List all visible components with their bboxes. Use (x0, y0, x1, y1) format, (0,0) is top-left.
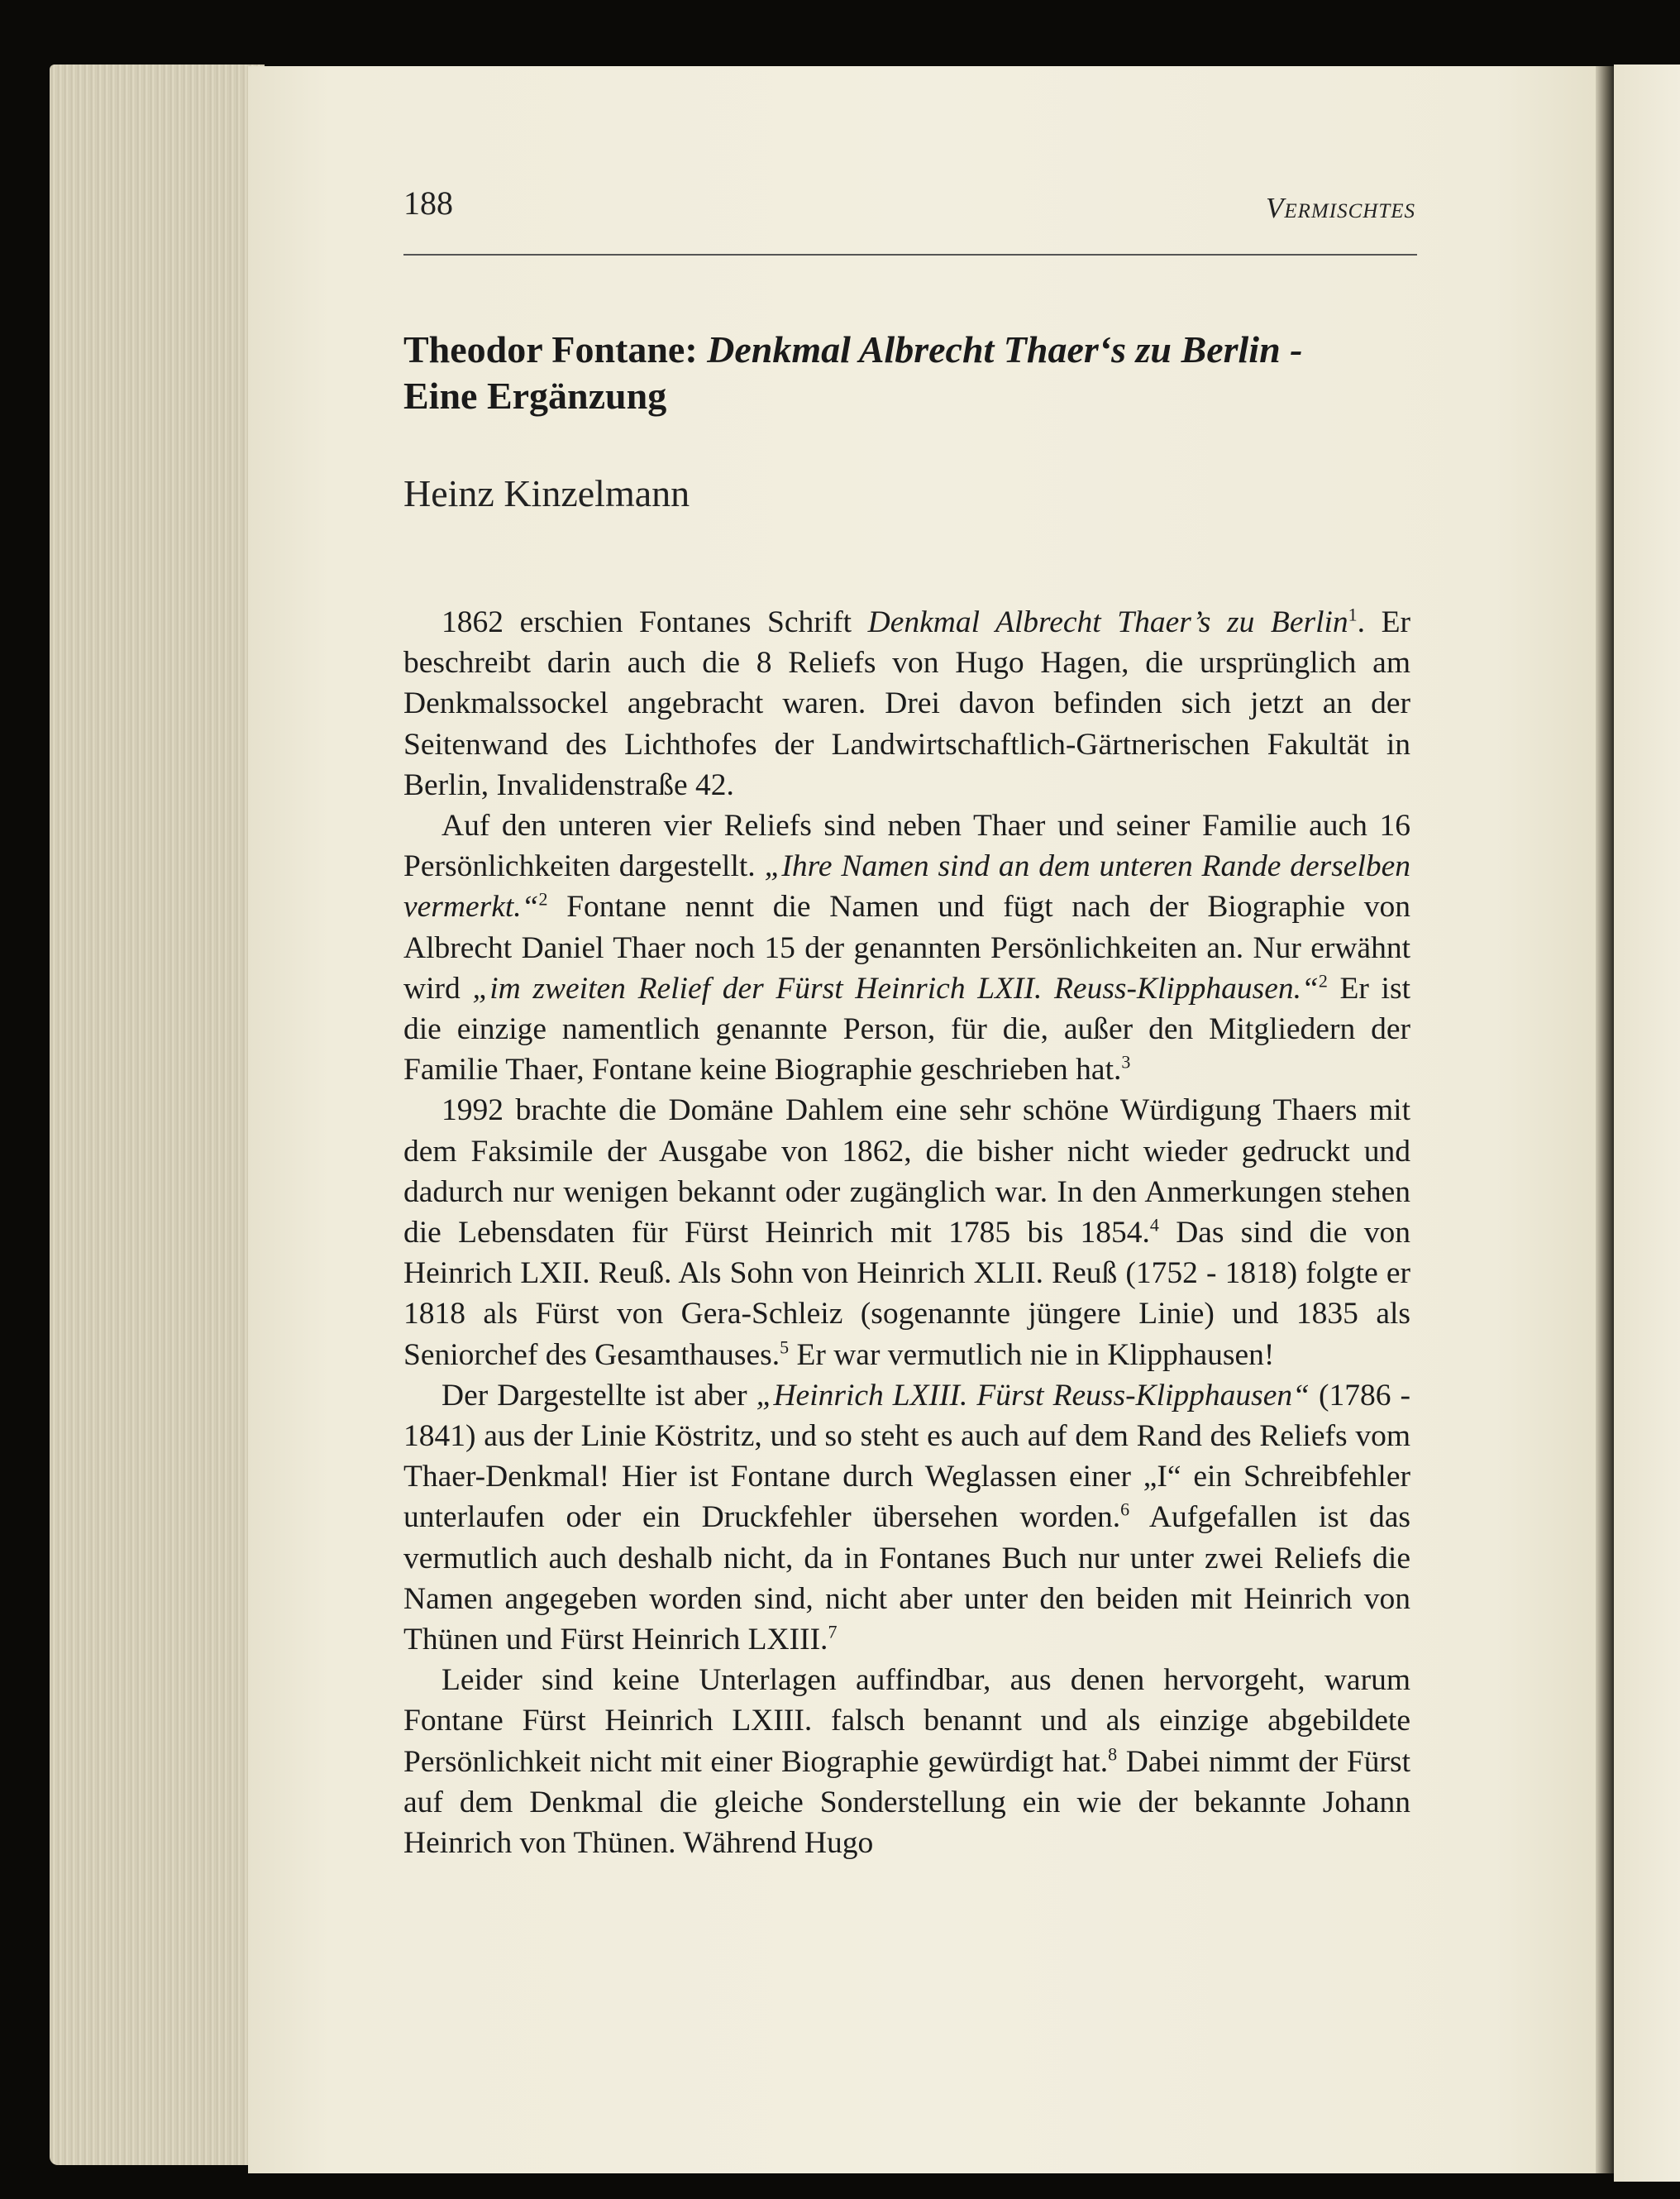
footnote-ref: 2 (538, 888, 548, 910)
facing-page-edge (1614, 65, 1680, 2182)
text-run: 1992 brachte die Domäne Dahlem eine sehr schöne Würdigung Thaers mit dem Faksimile der Ausgabe von 1862, die bisher nicht wieder gedruckt und dadurch nur wenigen bekannt oder zugänglich war. In den Anmerkungen stehen die Lebensdaten für Fürst Heinrich mit 1785 bis 1854. (403, 1093, 1410, 1250)
header-rule (403, 254, 1417, 256)
text-run: Dabei nimmt der Fürst auf dem Denkmal die gleiche Sonderstellung ein wie der bekannte Johann Heinrich von Thünen. Während Hugo (403, 1744, 1411, 1861)
text-run: Der Dargestellte ist aber (441, 1378, 756, 1413)
footnote-ref: 2 (1318, 970, 1328, 992)
title-italic: Denkmal Albrecht Thaer‘s zu Berlin - (707, 328, 1303, 370)
footnote-ref: 4 (1149, 1214, 1159, 1236)
footnote-ref: 1 (1348, 604, 1358, 625)
article-author: Heinz Kinzelmann (403, 472, 690, 514)
text-run: Fontane nennt die Namen und fügt nach der Biographie von Albrecht Daniel Thaer noch 15 der genannten Persönlichkeiten an. Nur erwähnt wird (403, 890, 1410, 1006)
footnote-ref: 5 (780, 1336, 790, 1358)
italic-text: Denkmal Albrecht Thaer’s zu Berlin (867, 605, 1348, 639)
body-paragraph (403, 1660, 1410, 1863)
footnote-ref: 7 (828, 1621, 838, 1642)
article-body (403, 602, 1410, 1863)
body-paragraph (403, 1375, 1410, 1660)
body-paragraph (403, 602, 1410, 806)
text-run: Er war vermutlich nie in Klipphausen! (789, 1337, 1275, 1372)
book-page-edges (50, 65, 265, 2165)
text-run: . Er beschreibt darin auch die 8 Reliefs von Hugo Hagen, die ursprünglich am Denkmalssockel angebracht waren. Drei davon befinden sich jetzt an der Seitenwand des Lichthofes der Landwirtschaftlich-Gärtnerischen Fakultät in Berlin, Invalidenstraße 42. (403, 605, 1411, 802)
body-paragraph (403, 806, 1410, 1090)
footnote-ref: 8 (1108, 1743, 1118, 1765)
page-number: 188 (403, 184, 453, 222)
article-title (403, 327, 1417, 419)
running-header: Vermischtes (1266, 192, 1415, 224)
italic-text: „Heinrich LXIII. Fürst Reuss-Klipphausen“ (756, 1378, 1310, 1413)
italic-text: „Ihre Namen sind an dem unteren Rande derselben vermerkt.“ (403, 849, 1411, 925)
text-run: Leider sind keine Unterlagen auffindbar, aus denen hervorgeht, warum Fontane Fürst Heinrich LXIII. falsch benannt und als einzige abgebildete Persönlichkeit nicht mit einer Biographie gewürdigt hat. (403, 1663, 1410, 1779)
italic-text: „im zweiten Relief der Fürst Heinrich LXII. Reuss-Klipphausen.“ (472, 971, 1319, 1006)
footnote-ref: 6 (1120, 1499, 1130, 1520)
text-run: Das sind die von Heinrich LXII. Reuß. Als Sohn von Heinrich XLII. Reuß (1752 - 1818) folgte er 1818 als Fürst von Gera-Schleiz (sogenannte jüngere Linie) und 1835 als Seniorchef des Gesamthauses. (403, 1216, 1410, 1372)
title-prefix: Theodor Fontane: (403, 328, 708, 370)
book-gutter (1596, 66, 1614, 2173)
text-run: Auf den unteren vier Reliefs sind neben Thaer und seiner Familie auch 16 Persönlichkeiten dargestellt. (403, 809, 1410, 884)
title-subtitle: Eine Ergänzung (403, 375, 667, 417)
text-run: Aufgefallen ist das vermutlich auch deshalb nicht, da in Fontanes Buch nur unter zwei Reliefs die Namen angegeben worden sind, nicht aber unter den beiden mit Heinrich von Thünen und Fürst Heinrich LXIII. (403, 1500, 1410, 1657)
text-run: Er ist die einzige namentlich genannte Person, für die, außer den Mitgliedern der Familie Thaer, Fontane keine Biographie geschrieben hat. (403, 971, 1410, 1088)
text-run: 1862 erschien Fontanes Schrift (441, 605, 868, 639)
body-paragraph (403, 1090, 1410, 1374)
text-run: (1786 - 1841) aus der Linie Köstritz, und so steht es auch auf dem Rand des Reliefs vom Thaer-Denkmal! Hier ist Fontane durch Weglassen einer „I“ ein Schreibfehler unterlaufen oder ein Druckfehler übersehen worden. (403, 1378, 1410, 1535)
footnote-ref: 3 (1121, 1051, 1131, 1073)
